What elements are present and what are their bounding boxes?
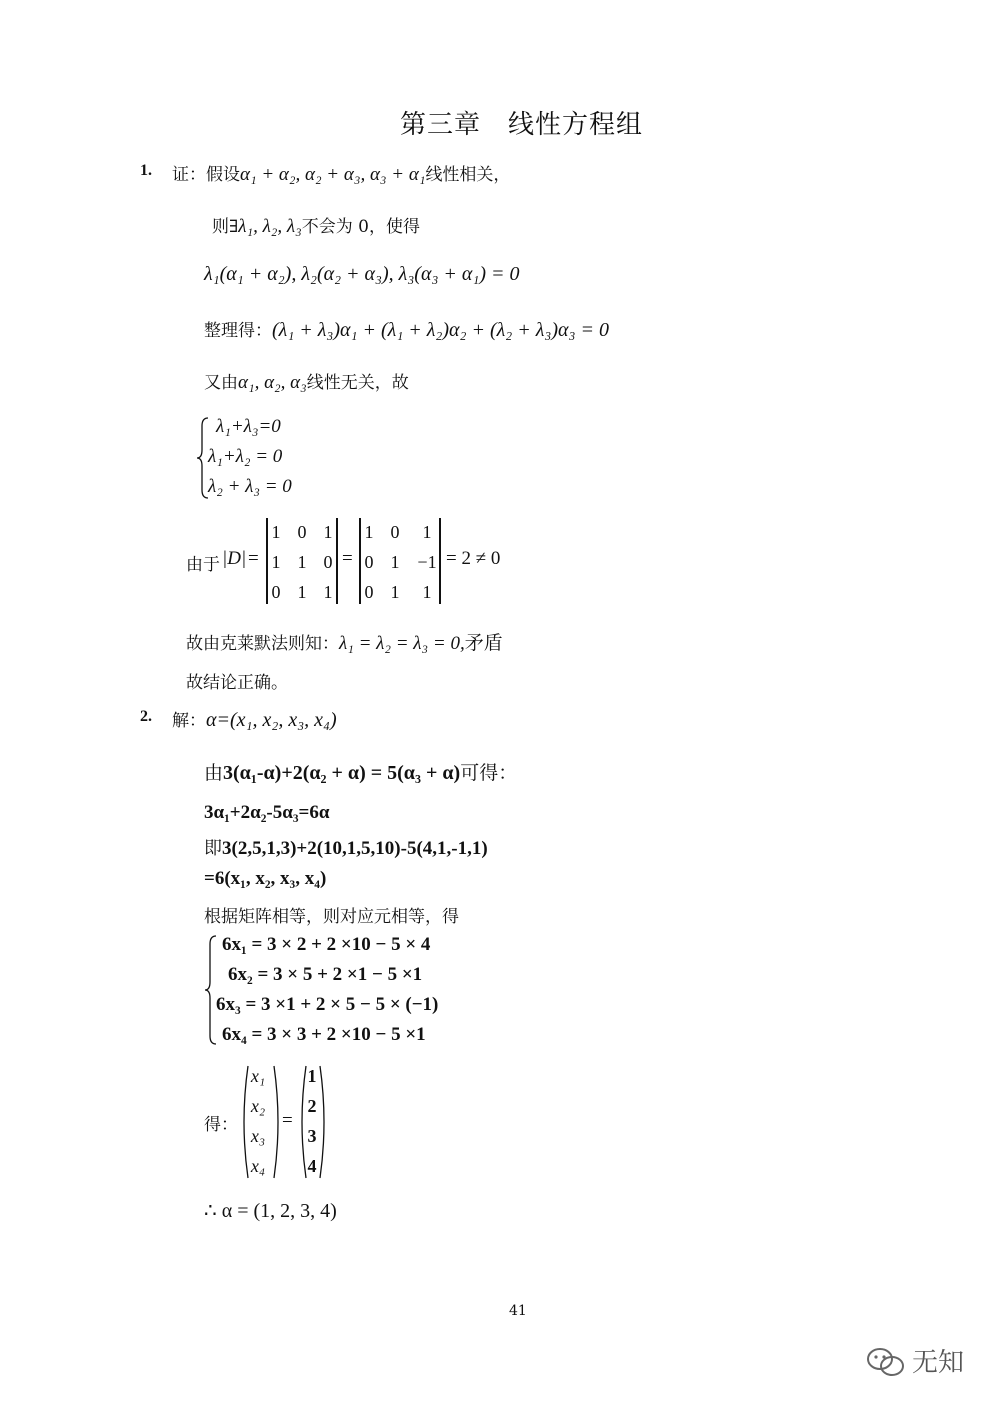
vector-value-entry: 3 [307,1126,317,1146]
det-m2-cell: 1 [364,522,374,542]
exist-math: λ₁, λ₂, λ₃ [238,216,302,237]
det-label: 由于 [186,555,220,575]
vector-x-entry: x₄ [250,1156,266,1176]
result-label: 得： [204,1115,238,1135]
det-symbol: |D| [222,548,247,569]
det-matrix-2 [359,518,441,608]
given-pre: 由 [204,762,224,784]
page-number: 41 [509,1303,527,1319]
given-line [204,758,517,785]
system-1-row-2: λ₁+λ₂ = 0 [208,446,283,467]
det-m1-cell: 1 [297,582,307,602]
vector-equals: = [282,1110,293,1131]
system-2-row-2: 6x₂ = 3 × 5 + 2 ×1 − 5 ×1 [228,964,423,985]
det-m1-cell: 1 [297,552,307,572]
det-equals-2: = [342,548,353,569]
line-a: 3α₁+2α₂-5α₃=6α [204,802,330,823]
vector-value-entry: 4 [307,1156,317,1176]
det-m1-cell: 1 [323,582,333,602]
final-answer: ∴ α = (1, 2, 3, 4) [204,1200,337,1222]
exist-pre: 则∃ [212,217,239,237]
exist-line [212,212,420,238]
det-bar [336,518,338,604]
det-m2-cell: 1 [390,552,400,572]
system-2-row-4: 6x₄ = 3 × 3 + 2 ×10 − 5 ×1 [222,1024,426,1045]
equation-1: λ₁(α₁ + α₂), λ₂(α₂ + α₃), λ₃(α₃ + α₁) = 0 [204,263,520,285]
matrix-equality-text: 根据矩阵相等，则对应元相等，得 [204,907,459,927]
line-b-math: 3(2,5,1,3)+2(10,1,5,10)-5(4,1,-1,1) [222,838,488,859]
alpha-definition: α=(x₁, x₂, x₃, x₄) [206,709,337,731]
vector-x [246,1066,272,1178]
det-matrix-1 [266,518,338,608]
line-b-pre: 即 [204,838,222,859]
det-m1-cell: 0 [323,552,333,572]
det-m1-cell: 1 [323,522,333,542]
assume-tail: 线性相关， [425,165,511,185]
det-m1-cell: 1 [271,552,281,572]
vector-x-entry: x₃ [250,1126,266,1146]
exist-tail: 不会为 0，使得 [301,217,420,237]
contradiction-text: 矛盾 [464,632,503,654]
system-2-row-1: 6x₁ = 3 × 2 + 2 ×10 − 5 × 4 [222,934,431,955]
page-title: 第三章 线性方程组 [400,110,644,140]
cramer-line [186,628,503,655]
det-bar [439,518,441,604]
line-c: =6(x₁, x₂, x₃, x₄) [204,868,327,889]
given-tail: 可得： [460,762,518,784]
system-1-row-1: λ₁+λ₃=0 [216,416,281,437]
vector-x-entry: x₂ [250,1096,266,1116]
det-m2-cell: 1 [390,582,400,602]
independence-tail: 线性无关，故 [306,373,409,393]
system-1-row-3: λ₂ + λ₃ = 0 [208,476,292,497]
given-equation: 3(α₁-α)+2(α₂ + α) = 5(α₃ + α) [223,762,461,784]
det-equals-1: = [248,548,259,569]
equation-2: (λ₁ + λ₃)α₁ + (λ₁ + λ₂)α₂ + (λ₂ + λ₃)α₃ = 0 [272,319,609,341]
assume-math: α₁ + α₂, α₂ + α₃, α₃ + α₁ [240,164,426,185]
det-m2-cell: 0 [390,522,400,542]
problem-1-lead [172,160,510,186]
det-m1-cell: 0 [271,582,281,602]
watermark-text: 无知 [912,1348,965,1378]
problem-2-number: 2. [140,708,152,725]
right-paren-icon [318,1064,330,1180]
det-m1-cell: 1 [271,522,281,542]
independence-line [204,368,409,394]
cramer-label: 故由克莱默法则知： [186,634,339,654]
cramer-math: λ₁ = λ₂ = λ₃ = 0, [339,633,465,654]
problem-2-lead [172,706,337,732]
reorganize-line [204,316,609,342]
reorganize-label: 整理得： [204,321,272,341]
det-result: = 2 ≠ 0 [446,548,501,569]
line-b [204,834,488,860]
det-m2-cell: 0 [364,552,374,572]
det-m2-cell: 0 [364,582,374,602]
det-m2-cell: 1 [422,522,432,542]
independence-math: α₁, α₂, α₃ [238,372,307,393]
independence-pre: 又由 [204,373,238,393]
vector-value-entry: 1 [307,1066,317,1086]
det-m2-cell: 1 [422,582,432,602]
system-2-row-3: 6x₃ = 3 ×1 + 2 × 5 − 5 × (−1) [216,994,439,1015]
wechat-icon [866,1346,906,1378]
left-brace-icon [204,934,218,1046]
vector-value-entry: 2 [307,1096,317,1116]
det-m2-cell: −1 [417,552,437,572]
det-m1-cell: 0 [297,522,307,542]
lead-text: 证：假设 [172,165,240,185]
lead-text: 解： [172,711,206,731]
conclusion-text: 故结论正确。 [186,673,288,693]
vector-x-entry: x₁ [250,1066,266,1086]
problem-1-number: 1. [140,162,152,179]
